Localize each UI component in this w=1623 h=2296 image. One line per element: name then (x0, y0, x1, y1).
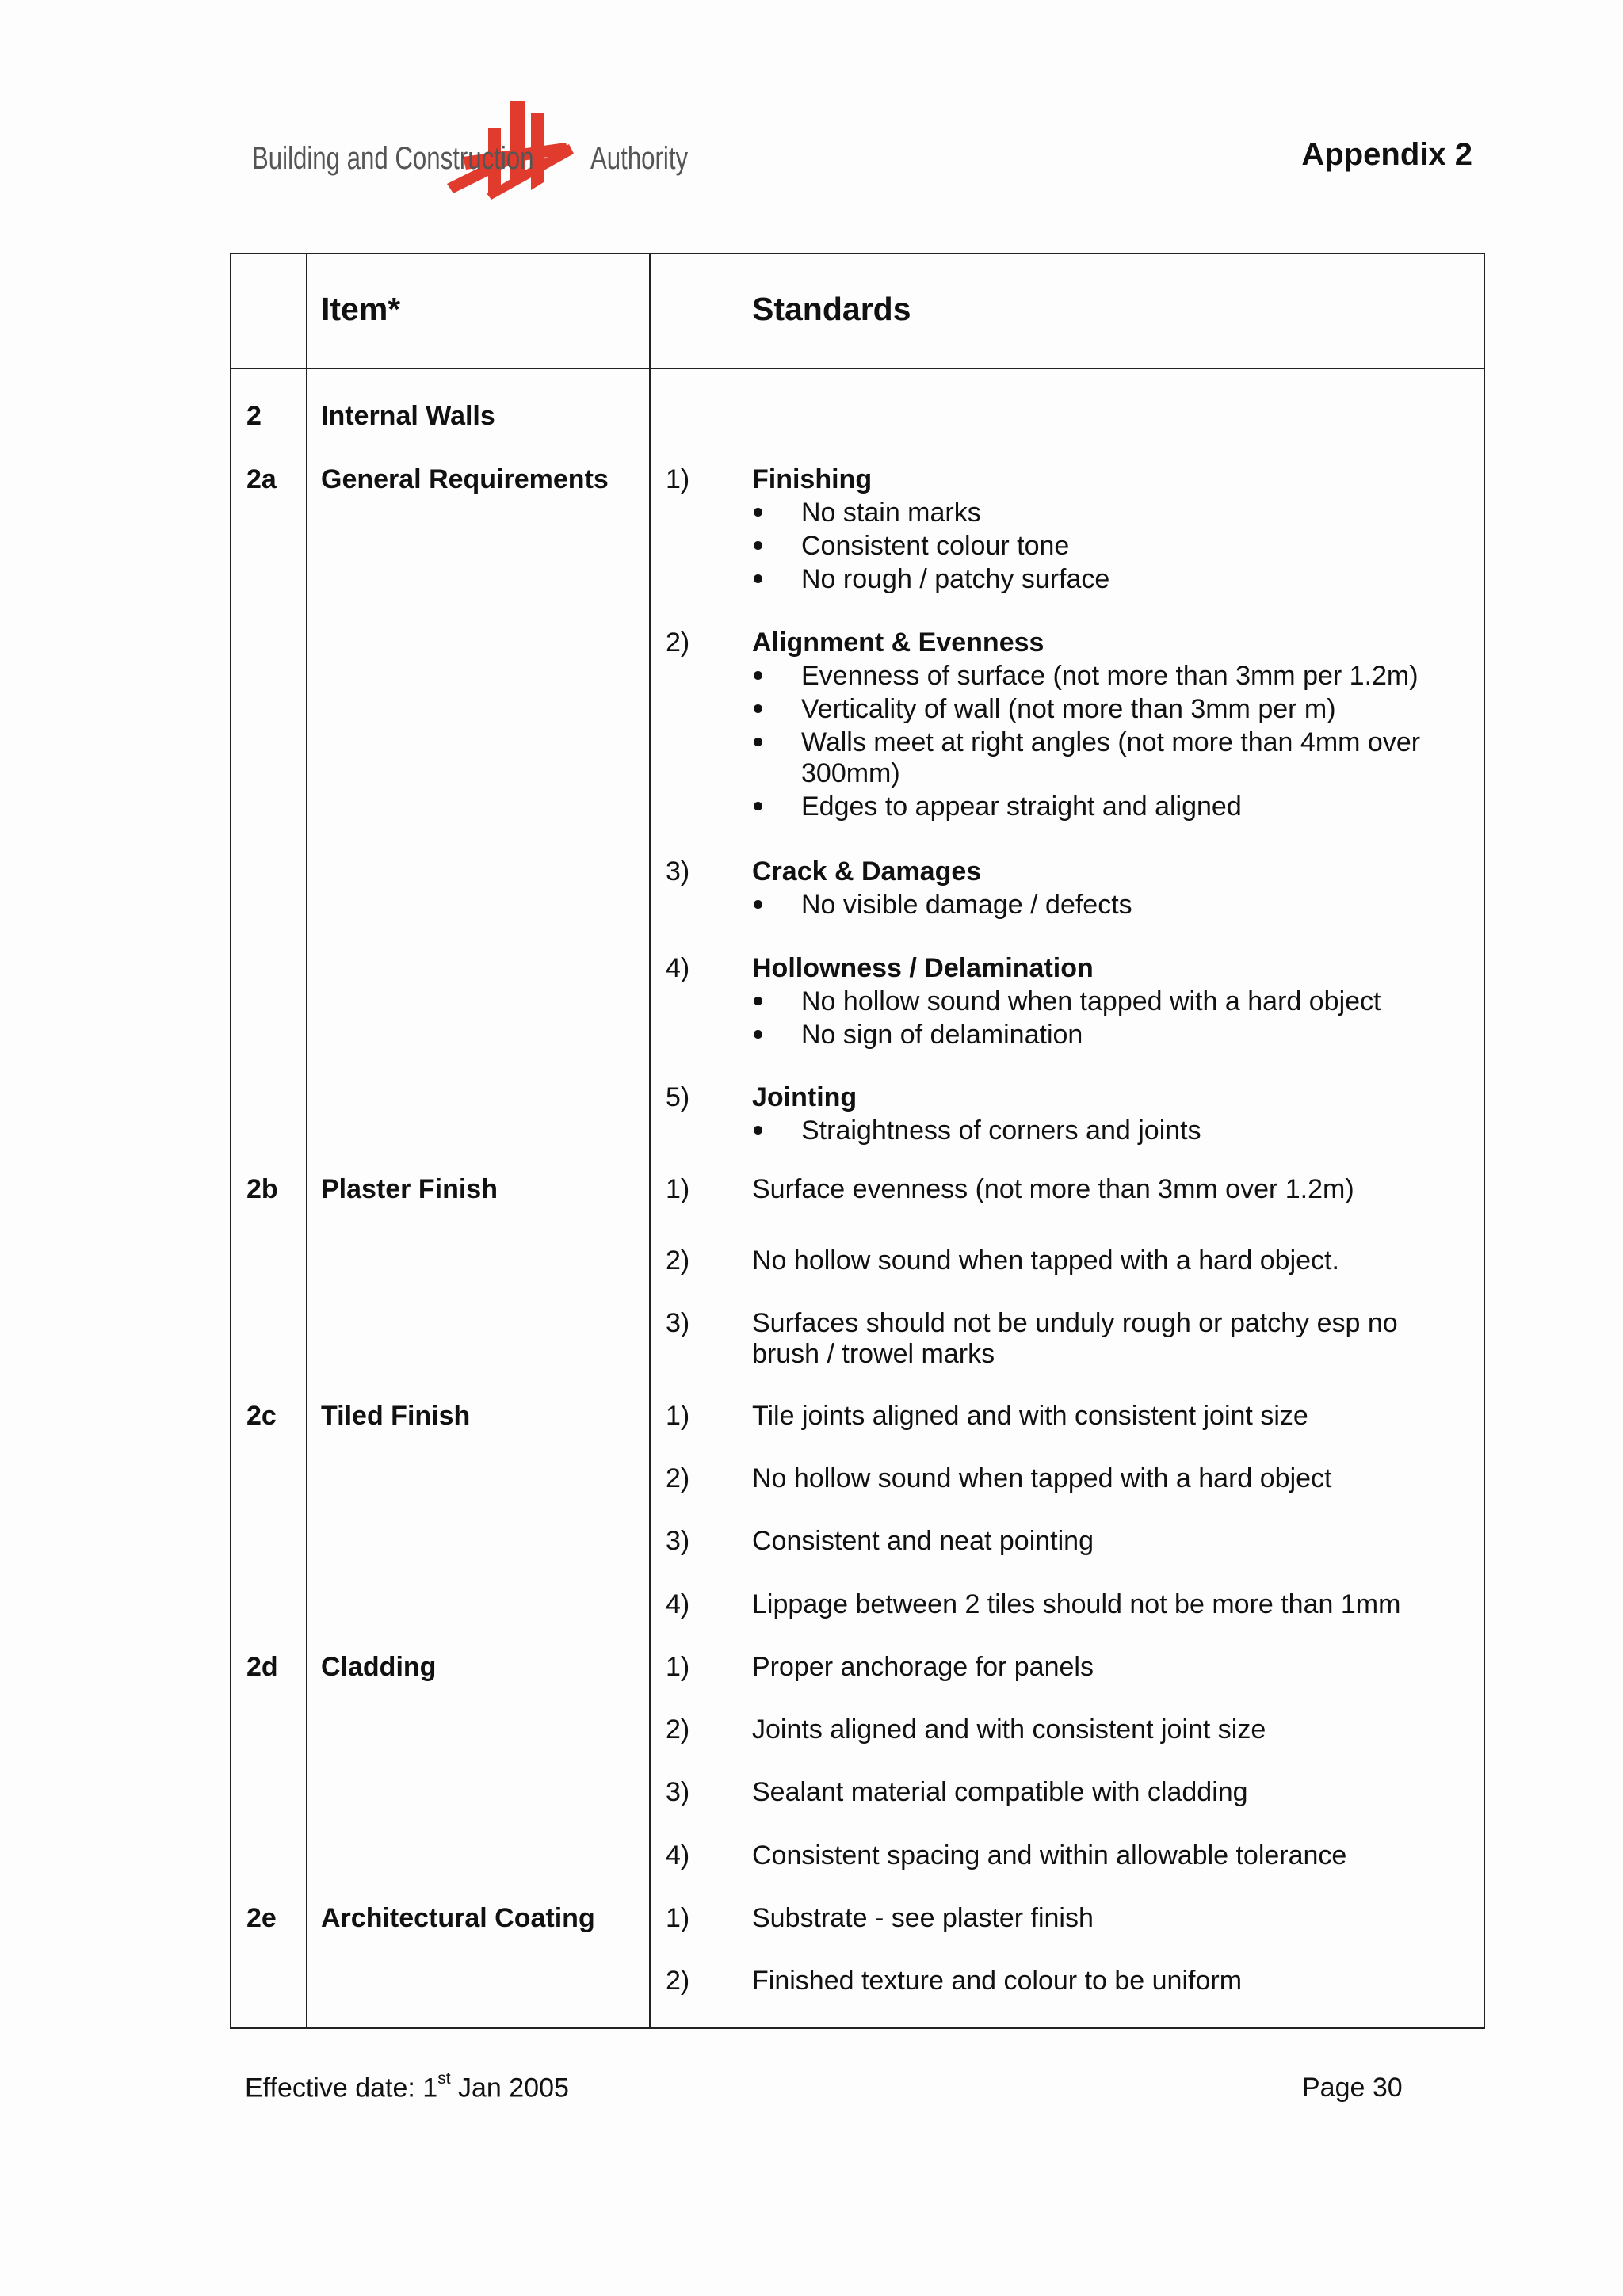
row-item: Architectural Coating (321, 1903, 595, 1933)
bullet-text: No rough / patchy surface (801, 564, 1110, 594)
standard-text: Sealant material compatible with cladding (752, 1777, 1248, 1807)
effective-date-ordinal: st (437, 2069, 451, 2088)
standard-title: Hollowness / Delamination (752, 953, 1094, 983)
effective-date-suffix: Jan 2005 (450, 2073, 569, 2103)
row-number: 2e (246, 1903, 277, 1933)
bullet-icon (754, 671, 762, 680)
bullet-icon (754, 574, 762, 583)
standard-text: Proper anchorage for panels (752, 1652, 1094, 1682)
effective-date (245, 2069, 569, 2103)
bullet-text: Edges to appear straight and aligned (801, 791, 1242, 822)
effective-date-prefix: Effective date: 1 (245, 2073, 438, 2103)
row-item: General Requirements (321, 464, 609, 494)
standard-text-continued: brush / trowel marks (752, 1339, 995, 1369)
standard-number: 5) (666, 1082, 690, 1112)
standard-text: Finished texture and colour to be uniform (752, 1966, 1243, 1996)
bullet-text-continued: 300mm) (801, 758, 900, 788)
standard-text: Consistent and neat pointing (752, 1526, 1094, 1556)
standard-number: 1) (666, 1903, 690, 1933)
bullet-text: No sign of delamination (801, 1020, 1083, 1050)
standard-number: 3) (666, 1526, 690, 1556)
standard-text: Tile joints aligned and with consistent joint size (752, 1401, 1308, 1431)
standard-title: Alignment & Evenness (752, 627, 1044, 658)
column-header-standards: Standards (752, 291, 911, 327)
standard-text: No hollow sound when tapped with a hard object (752, 1463, 1332, 1493)
row-item: Cladding (321, 1652, 437, 1682)
standard-number: 1) (666, 464, 690, 494)
row-number: 2d (246, 1652, 278, 1682)
standard-number: 4) (666, 1840, 690, 1871)
standard-text: Joints aligned and with consistent joint size (752, 1714, 1266, 1745)
standard-number: 2) (666, 1245, 690, 1276)
header-divider (231, 368, 1484, 369)
standards-table (230, 253, 1485, 2029)
standard-number: 3) (666, 1777, 690, 1807)
bullet-text: Walls meet at right angles (not more than 4mm over (801, 727, 1421, 757)
standard-number: 3) (666, 856, 690, 887)
logo-text-right: Authority (590, 141, 689, 176)
row-number: 2b (246, 1174, 278, 1204)
standard-text: Lippage between 2 tiles should not be more than 1mm (752, 1589, 1401, 1619)
standard-text: Substrate - see plaster finish (752, 1903, 1094, 1933)
standard-title: Finishing (752, 464, 873, 494)
bullet-icon (754, 997, 762, 1005)
page-number: Page 30 (1302, 2073, 1403, 2103)
appendix-title: Appendix 2 (1301, 137, 1472, 172)
standard-number: 2) (666, 1966, 690, 1996)
bullet-icon (754, 508, 762, 517)
standard-number: 1) (666, 1401, 690, 1431)
bullet-text: Straightness of corners and joints (801, 1116, 1201, 1146)
standard-text: Surface evenness (not more than 3mm over 1.2m) (752, 1174, 1354, 1204)
bullet-icon (754, 802, 762, 810)
bullet-icon (754, 704, 762, 713)
logo-text-left: Building and Construction (252, 141, 534, 176)
standard-title: Jointing (752, 1082, 857, 1112)
standard-text: Surfaces should not be unduly rough or patchy esp no (752, 1308, 1398, 1338)
row-number: 2 (246, 401, 262, 431)
standard-number: 4) (666, 953, 690, 983)
standard-text: Consistent spacing and within allowable tolerance (752, 1840, 1347, 1871)
standard-title: Crack & Damages (752, 856, 982, 887)
bullet-icon (754, 900, 762, 909)
standard-text: No hollow sound when tapped with a hard object. (752, 1245, 1339, 1276)
bullet-text: Verticality of wall (not more than 3mm per m) (801, 694, 1336, 724)
bullet-text: Evenness of surface (not more than 3mm per 1.2m) (801, 661, 1419, 691)
row-number: 2a (246, 464, 277, 494)
column-divider (306, 254, 307, 2027)
standard-number: 1) (666, 1174, 690, 1204)
standard-number: 1) (666, 1652, 690, 1682)
standard-number: 2) (666, 1463, 690, 1493)
bullet-text: No hollow sound when tapped with a hard object (801, 986, 1381, 1016)
bullet-text: No stain marks (801, 498, 981, 528)
row-item: Plaster Finish (321, 1174, 498, 1204)
bullet-icon (754, 541, 762, 550)
bullet-icon (754, 738, 762, 746)
standard-number: 3) (666, 1308, 690, 1338)
row-item: Tiled Finish (321, 1401, 471, 1431)
standard-number: 4) (666, 1589, 690, 1619)
standard-number: 2) (666, 1714, 690, 1745)
standard-number: 2) (666, 627, 690, 658)
column-divider (649, 254, 651, 2027)
bullet-icon (754, 1126, 762, 1135)
bullet-icon (754, 1030, 762, 1039)
bullet-text: No visible damage / defects (801, 890, 1132, 920)
row-item: Internal Walls (321, 401, 495, 431)
row-number: 2c (246, 1401, 277, 1431)
bullet-text: Consistent colour tone (801, 531, 1070, 561)
column-header-item: Item* (321, 291, 401, 327)
